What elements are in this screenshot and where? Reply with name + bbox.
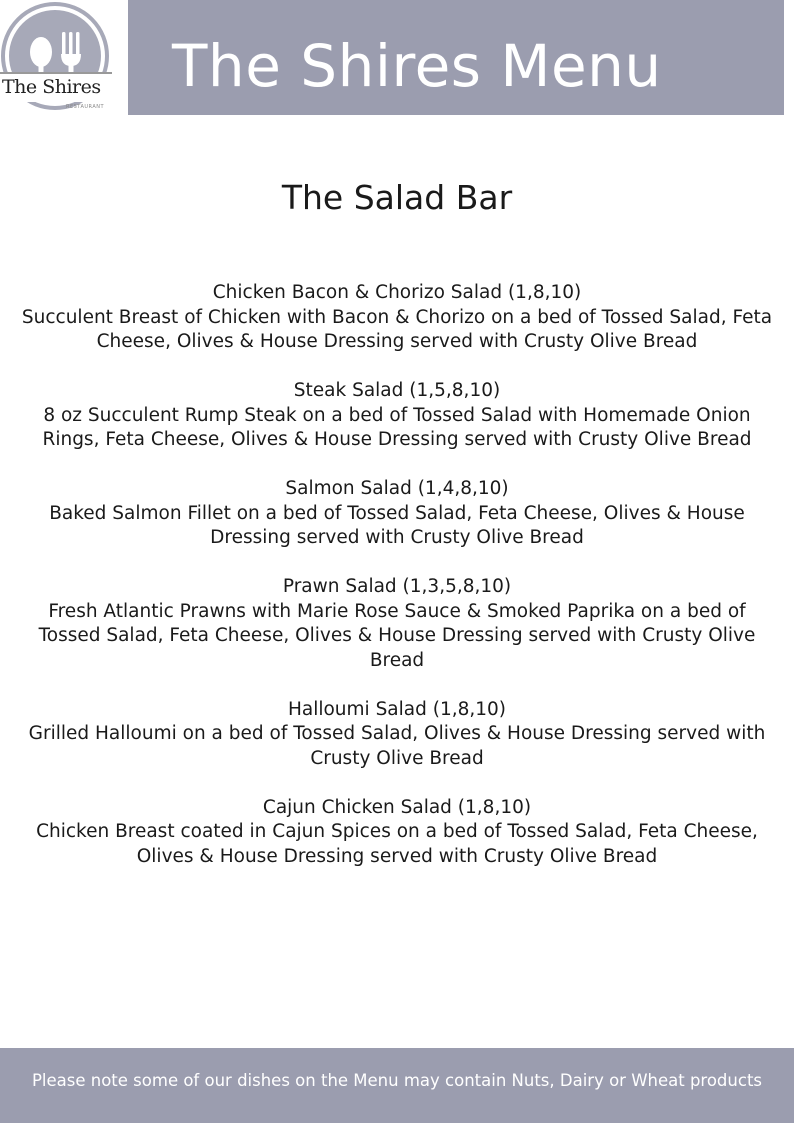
page-title: The Shires Menu — [172, 32, 662, 100]
menu-item — [20, 281, 774, 355]
menu-item-description: Fresh Atlantic Prawns with Marie Rose Sauce & Smoked Paprika on a bed of Tossed Salad, Feta Cheese, Olives & House Dressing served with Crusty Olive Bread — [38, 600, 756, 671]
menu-item-description: Succulent Breast of Chicken with Bacon & Chorizo on a bed of Tossed Salad, Feta Cheese, Olives & House Dressing served with Crusty Olive Bread — [21, 306, 773, 352]
menu-item — [20, 698, 774, 772]
menu-item-name: Steak Salad (1,5,8,10) — [293, 380, 501, 401]
menu-item-description: Chicken Breast coated in Cajun Spices on a bed of Tossed Salad, Feta Cheese, Olives & House Dressing served with Crusty Olive Bread — [36, 821, 758, 867]
allergen-note: Please note some of our dishes on the Menu may contain Nuts, Dairy or Wheat products — [31, 1071, 763, 1090]
menu-item-description: Grilled Halloumi on a bed of Tossed Salad, Olives & House Dressing served with Crusty Olive Bread — [28, 723, 766, 769]
menu-item-description: 8 oz Succulent Rump Steak on a bed of Tossed Salad with Homemade Onion Rings, Feta Cheese, Olives & House Dressing served with Crusty Olive Bread — [42, 404, 752, 450]
menu-item — [20, 796, 774, 870]
menu-item-name: Salmon Salad (1,4,8,10) — [285, 478, 509, 499]
menu-item-description: Baked Salmon Fillet on a bed of Tossed Salad, Feta Cheese, Olives & House Dressing served with Crusty Olive Bread — [49, 502, 745, 548]
logo-wordmark: The Shires — [2, 76, 101, 98]
menu-item — [20, 575, 774, 673]
section-title: The Salad Bar — [281, 178, 513, 217]
menu-item-name: Chicken Bacon & Chorizo Salad (1,8,10) — [212, 282, 582, 303]
menu-list — [20, 281, 774, 894]
spoon-fork-plate-icon — [0, 0, 126, 116]
header-banner — [128, 0, 784, 115]
logo-subtitle: RESTAURANT — [66, 104, 105, 110]
menu-item-name: Halloumi Salad (1,8,10) — [287, 698, 507, 720]
menu-item-name: Prawn Salad (1,3,5,8,10) — [282, 576, 512, 597]
menu-item — [20, 477, 774, 551]
menu-item-name: Cajun Chicken Salad (1,8,10) — [262, 796, 532, 818]
menu-item — [20, 379, 774, 453]
restaurant-logo — [0, 0, 126, 116]
footer-banner — [0, 1048, 794, 1123]
